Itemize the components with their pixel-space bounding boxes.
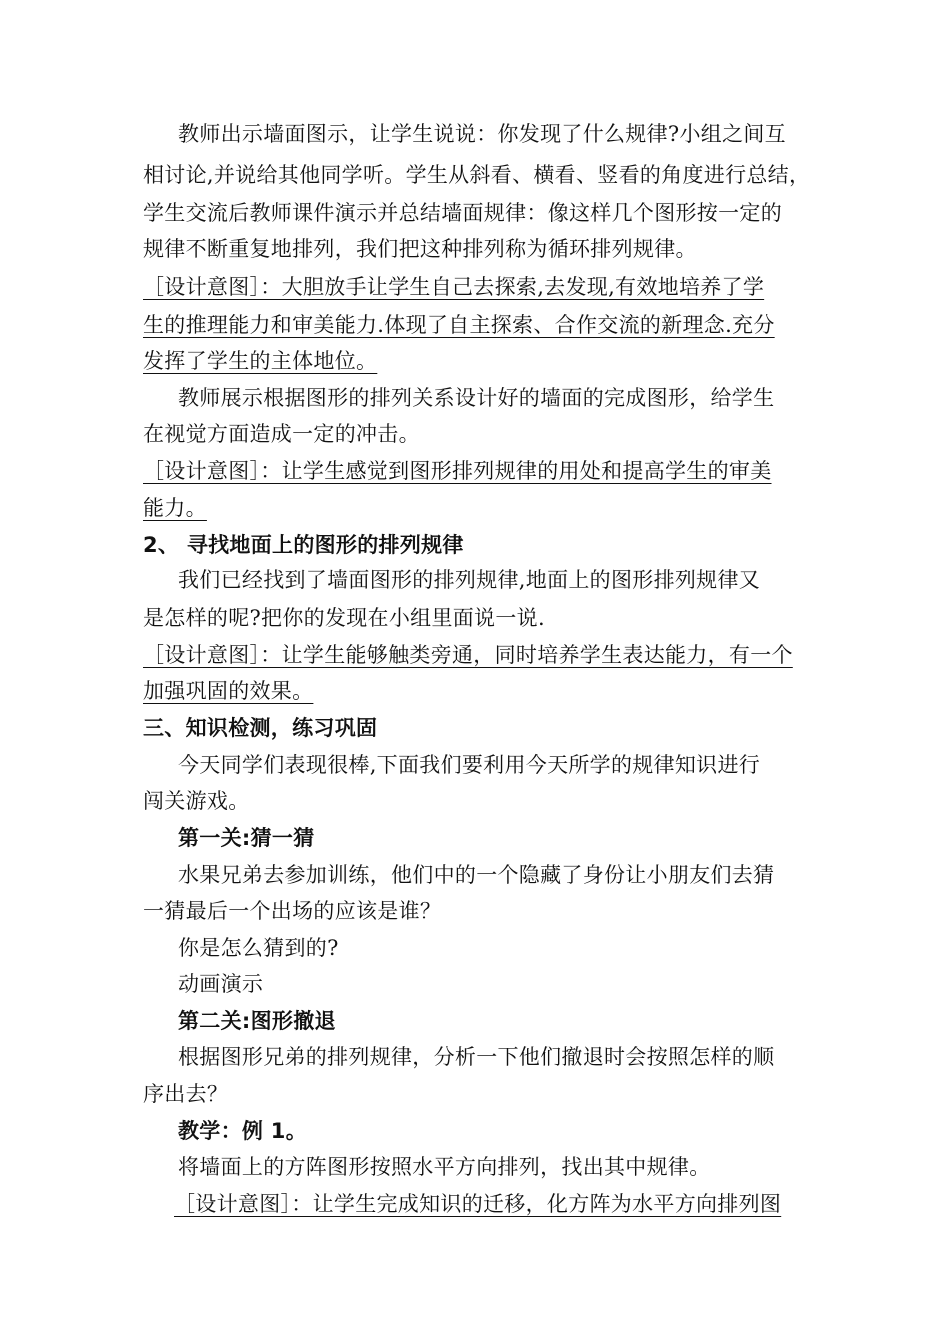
design-intent-line: ［设计意图］：大胆放手让学生自己去探索,去发现,有效地培养了学: [143, 275, 765, 299]
paragraph-line: 在视觉方面造成一定的冲击。: [143, 422, 420, 446]
paragraph-line: 学生交流后教师课件演示并总结墙面规律：像这样几个图形按一定的: [143, 201, 782, 225]
section-heading: 三、知识检测，练习巩固: [143, 716, 378, 740]
paragraph-line: 教师展示根据图形的排列关系设计好的墙面的完成图形，给学生: [178, 386, 775, 410]
paragraph-line: 相讨论,并说给其他同学听。学生从斜看、横看、竖看的角度进行总结，: [143, 163, 811, 187]
design-intent-line: 发挥了学生的主体地位。: [143, 349, 378, 373]
paragraph-line: 根据图形兄弟的排列规律，分析一下他们撤退时会按照怎样的顺: [178, 1045, 775, 1069]
design-intent-line: 生的推理能力和审美能力.体现了自主探索、合作交流的新理念.充分: [143, 313, 775, 337]
level-heading: 第二关:图形撤退: [178, 1009, 336, 1033]
design-intent-line: ［设计意图］：让学生感觉到图形排列规律的用处和提高学生的审美: [143, 459, 772, 483]
paragraph-line: 动画演示: [178, 972, 264, 996]
paragraph-line: 序出去？: [143, 1082, 229, 1106]
paragraph-line: 闯关游戏。: [143, 789, 250, 813]
paragraph-line: 是怎样的呢?把你的发现在小组里面说一说.: [143, 606, 545, 630]
paragraph-line: 你是怎么猜到的?: [178, 936, 339, 960]
level-heading: 第一关:猜一猜: [178, 826, 315, 850]
paragraph-line: 我们已经找到了墙面图形的排列规律,地面上的图形排列规律又: [178, 568, 761, 592]
design-intent-line: ［设计意图］：让学生完成知识的迁移，化方阵为水平方向排列图: [174, 1192, 782, 1216]
section-heading: 2、 寻找地面上的图形的排列规律: [143, 533, 464, 557]
example-heading: 教学：例 1。: [178, 1119, 308, 1143]
design-intent-line: 加强巩固的效果。: [143, 679, 314, 703]
paragraph-line: 一猜最后一个出场的应该是谁？: [143, 899, 442, 923]
paragraph-line: 水果兄弟去参加训练，他们中的一个隐藏了身份让小朋友们去猜: [178, 863, 775, 887]
paragraph-line: 将墙面上的方阵图形按照水平方向排列，找出其中规律。: [178, 1155, 711, 1179]
design-intent-line: ［设计意图］：让学生能够触类旁通，同时培养学生表达能力，有一个: [143, 643, 793, 667]
design-intent-line: 能力。: [143, 496, 207, 520]
paragraph-line: 教师出示墙面图示，让学生说说：你发现了什么规律?小组之间互: [178, 122, 786, 146]
paragraph-line: 今天同学们表现很棒,下面我们要利用今天所学的规律知识进行: [178, 753, 761, 777]
paragraph-line: 规律不断重复地排列，我们把这种排列称为循环排列规律。: [143, 237, 697, 261]
